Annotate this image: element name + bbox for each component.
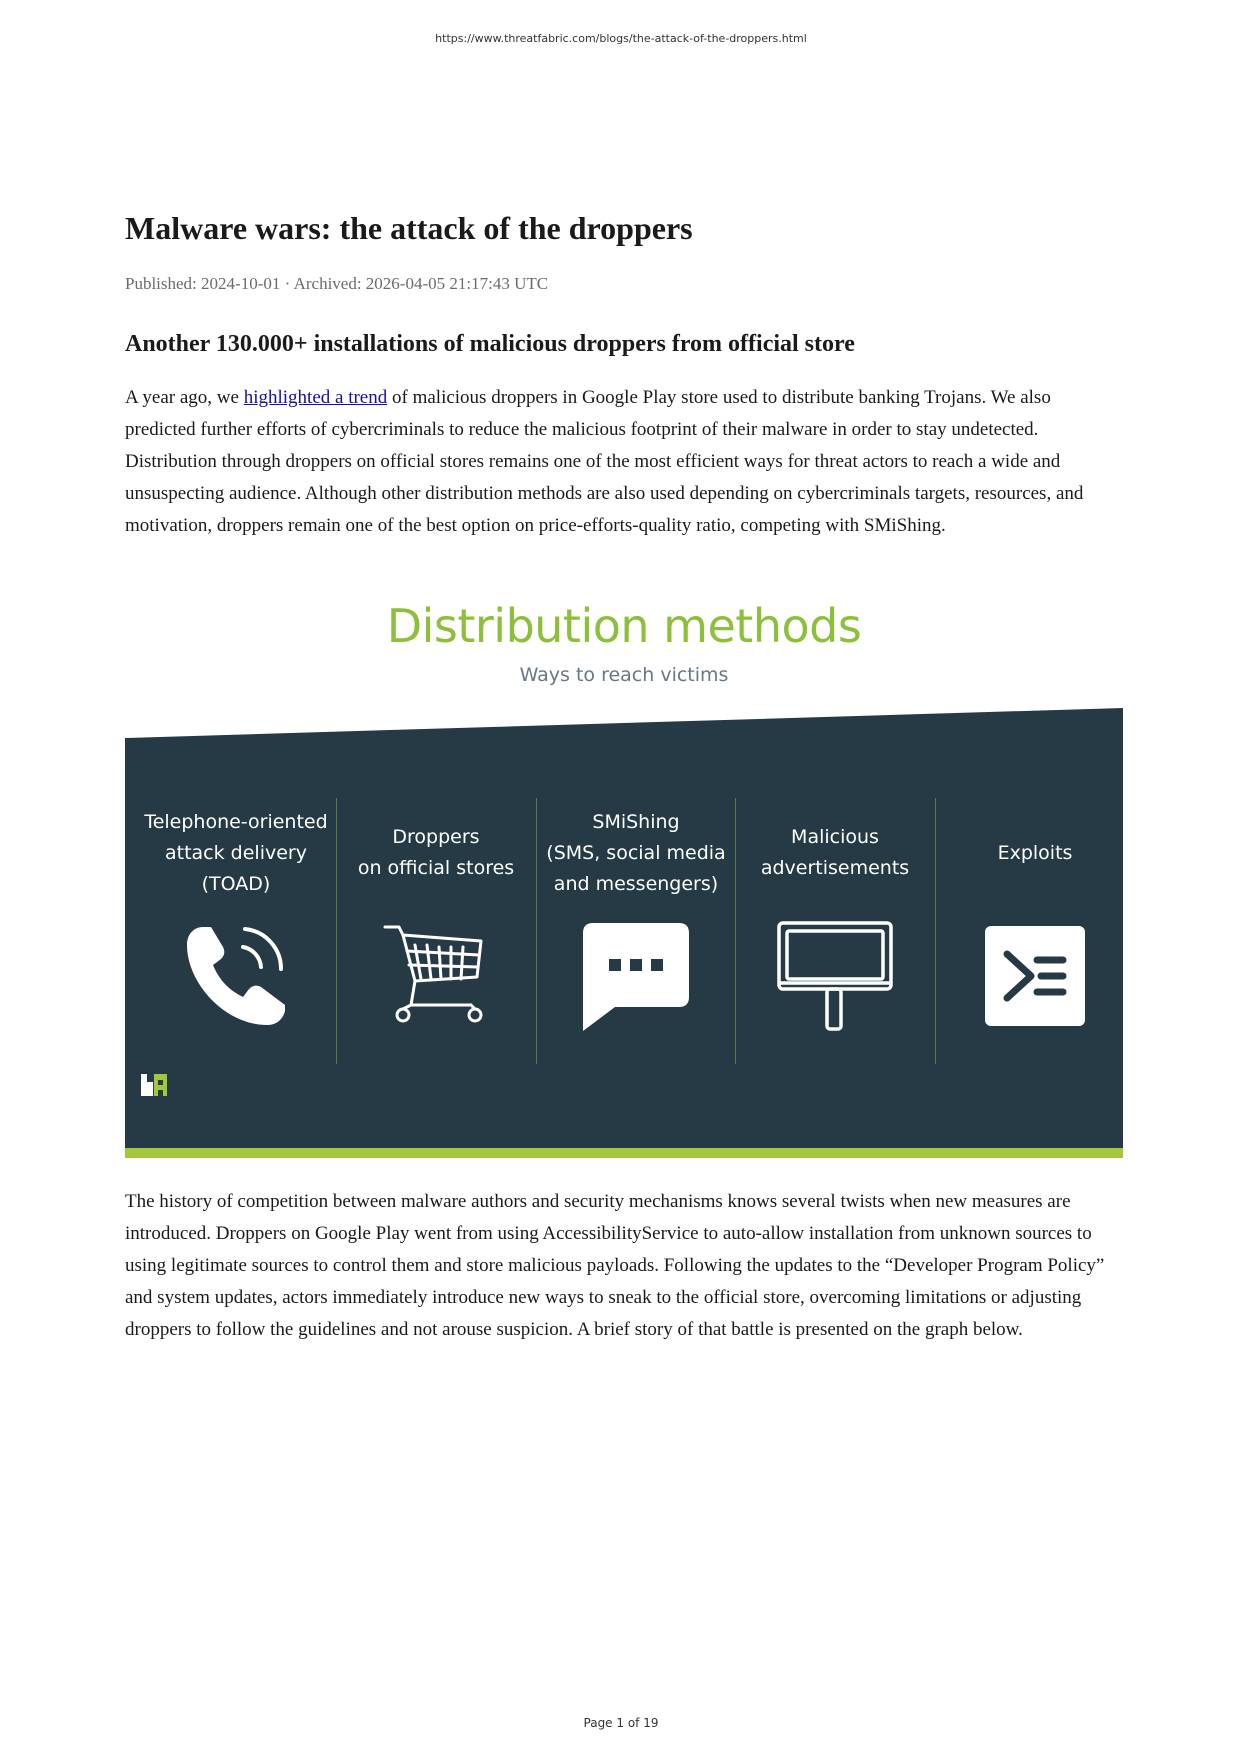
method-label: Telephone-oriented attack delivery (TOAD) (144, 810, 328, 895)
method-exploits (935, 798, 1135, 1062)
method-label: Exploits (997, 841, 1073, 864)
intro-text-after: of malicious droppers in Google Play store used to distribute banking Trojans. We also predicted further efforts of cybercriminals to reduce the malicious footprint of their malware in order to stay undetected. Distribution through droppers on official stores remains one of the most efficient ways for threat actors to reach a wide and unsuspecting audience. Although other distribution methods are also used depending on cybercriminals targets, resources, and motivation, droppers remain one of the best option on price-efforts-quality ratio, competing with SMiShing. (125, 387, 1084, 536)
methods-panel (125, 708, 1123, 1158)
method-label: Malicious advertisements (760, 826, 910, 879)
chat-bubble-icon (581, 921, 691, 1031)
method-toad (136, 798, 336, 1062)
highlighted-trend-link[interactable]: highlighted a trend (243, 387, 388, 408)
figure-subtitle: Ways to reach victims (519, 664, 729, 686)
shopping-cart-icon (381, 921, 491, 1031)
method-droppers (336, 798, 536, 1062)
history-paragraph: The history of competition between malware authors and security mechanisms knows several twists when new measures are introduced. Droppers on Google Play went from using AccessibilityService to auto-allow installation from unknown sources to using legitimate sources to control them and store malicious payloads. Following the updates to the “Developer Program Policy” and system updates, actors immediately introduce new ways to sneak to the official store, overcoming limitations or adjusting droppers to follow the guidelines and not arouse suspicion. A brief story of that battle is presented on the graph below. (125, 1191, 1105, 1340)
intro-text-before: A year ago, we (125, 387, 244, 408)
article-subtitle: Another 130.000+ installations of malicious droppers from official store (125, 331, 855, 357)
threatfabric-logo-icon (141, 1074, 167, 1096)
method-label: SMiShing (SMS, social media and messengers) (546, 810, 726, 895)
method-malvertising (735, 798, 935, 1062)
distribution-methods-figure (125, 598, 1123, 1158)
phone-icon (181, 921, 291, 1031)
method-label: Droppers on official stores (357, 826, 515, 879)
intro-paragraph (125, 382, 1123, 542)
article-title: Malware wars: the attack of the droppers (125, 210, 693, 246)
method-smishing (536, 798, 736, 1062)
terminal-icon (985, 926, 1085, 1026)
article (125, 206, 1123, 1346)
figure-title: Distribution methods (386, 599, 862, 653)
billboard-icon (777, 921, 893, 1031)
source-url: https://www.threatfabric.com/blogs/the-attack-of-the-droppers.html (435, 32, 807, 45)
page-number: Page 1 of 19 (583, 1716, 659, 1730)
article-meta: Published: 2024-10-01 · Archived: 2026-04-05 21:17:43 UTC (125, 274, 549, 293)
